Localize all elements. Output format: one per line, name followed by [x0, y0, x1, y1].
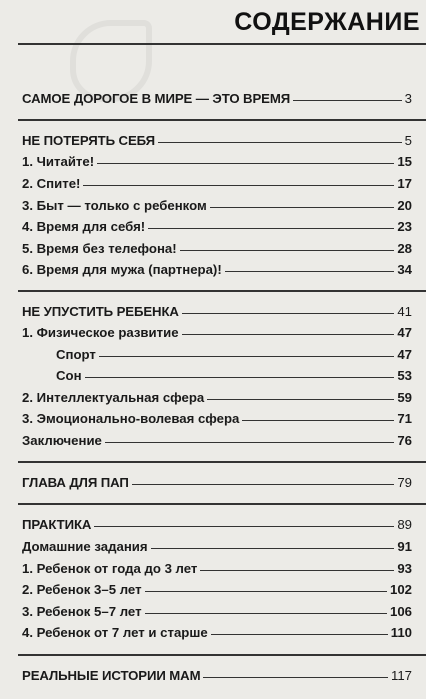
toc-chapter-entry: [22, 91, 412, 107]
toc-entry-label: 2. Интеллектуальная сфера: [22, 390, 205, 405]
toc-entry-label: 6. Время для мужа (партнера)!: [22, 262, 222, 277]
section-divider: [18, 461, 426, 463]
toc-page-number: 41: [397, 304, 412, 319]
toc-leader-line: [145, 591, 387, 592]
toc-leader-line: [242, 420, 394, 421]
toc-chapter-entry: [22, 304, 412, 320]
toc-chapter-entry: [22, 475, 412, 491]
toc-page-number: 5: [404, 133, 412, 148]
toc-entry-label: НЕ ПОТЕРЯТЬ СЕБЯ: [22, 133, 156, 148]
toc-page-number: 20: [397, 198, 412, 213]
page-title: СОДЕРЖАНИЕ: [234, 8, 420, 36]
toc-leader-line: [200, 570, 394, 571]
toc-page-number: 47: [397, 347, 412, 362]
toc-entry-label: 3. Ребенок 5–7 лет: [22, 604, 142, 619]
section-divider: [18, 503, 426, 505]
toc-page-number: 15: [397, 154, 412, 169]
toc-entry: [56, 347, 412, 363]
toc-page-number: 23: [397, 219, 412, 234]
toc-page-number: 17: [397, 176, 412, 191]
section-divider: [18, 654, 426, 656]
toc-leader-line: [83, 185, 394, 186]
toc-page-number: 117: [390, 668, 412, 683]
toc-page-number: 3: [404, 91, 412, 106]
toc-page-number: 28: [397, 241, 412, 256]
toc-leader-line: [210, 207, 395, 208]
toc-leader-line: [148, 228, 394, 229]
toc-entry: [22, 154, 412, 170]
section-divider: [18, 290, 426, 292]
toc-chapter-entry: [22, 668, 412, 684]
toc-leader-line: [151, 548, 395, 549]
toc-entry: [22, 198, 412, 214]
toc-entry-label: Заключение: [22, 433, 102, 448]
toc-entry-label: 3. Быт — только с ребенком: [22, 198, 207, 213]
toc-page-number: 89: [397, 517, 412, 532]
toc-entry-label: 1. Ребенок от года до 3 лет: [22, 561, 198, 576]
toc-page-number: 110: [390, 625, 412, 640]
toc-page-number: 34: [397, 262, 412, 277]
toc-leader-line: [203, 677, 387, 678]
toc-page-number: 106: [389, 604, 412, 619]
toc-entry-label: 4. Время для себя!: [22, 219, 146, 234]
toc-entry-label: 5. Время без телефона!: [22, 241, 177, 256]
toc-entry: [22, 582, 412, 598]
toc-entry-label: ГЛАВА ДЛЯ ПАП: [22, 475, 129, 490]
toc-leader-line: [105, 442, 394, 443]
toc-entry-label: 1. Физическое развитие: [22, 325, 179, 340]
toc-leader-line: [293, 100, 402, 101]
toc-leader-line: [158, 142, 402, 143]
toc-entry-label: ПРАКТИКА: [22, 517, 92, 532]
toc-page-number: 53: [397, 368, 412, 383]
toc-entry: [22, 325, 412, 341]
toc-page-number: 91: [397, 539, 412, 554]
toc-leader-line: [182, 334, 395, 335]
toc-entry-label: Спорт: [56, 347, 96, 362]
toc-entry-label: 3. Эмоционально-волевая сфера: [22, 411, 240, 426]
toc-entry-label: Домашние задания: [22, 539, 148, 554]
toc-leader-line: [211, 634, 388, 635]
section-divider: [18, 119, 426, 121]
toc-entry: [22, 604, 412, 620]
toc-entry: [22, 411, 412, 427]
toc-page-number: 102: [389, 582, 412, 597]
toc-entry: [22, 219, 412, 235]
toc-page-number: 79: [397, 475, 412, 490]
toc-entry: [56, 368, 412, 384]
toc-page-number: 47: [397, 325, 412, 340]
title-rule: [18, 43, 426, 45]
toc-entry: [22, 262, 412, 278]
toc-entry-label: Сон: [56, 368, 82, 383]
toc-leader-line: [97, 163, 394, 164]
toc-page-number: 76: [397, 433, 412, 448]
toc-entry-label: 1. Читайте!: [22, 154, 95, 169]
toc-entry-label: НЕ УПУСТИТЬ РЕБЕНКА: [22, 304, 179, 319]
toc-leader-line: [99, 356, 394, 357]
toc-leader-line: [145, 613, 387, 614]
toc-page-number: 71: [397, 411, 412, 426]
toc-chapter-entry: [22, 133, 412, 149]
toc-leader-line: [182, 313, 394, 314]
toc-leader-line: [207, 399, 394, 400]
toc-entry-label: РЕАЛЬНЫЕ ИСТОРИИ МАМ: [22, 668, 201, 683]
toc-leader-line: [85, 377, 395, 378]
toc-entry-label: 2. Спите!: [22, 176, 81, 191]
toc-entry: [22, 561, 412, 577]
toc-leader-line: [94, 526, 394, 527]
toc-entry-label: 2. Ребенок 3–5 лет: [22, 582, 142, 597]
toc-entry: [22, 390, 412, 406]
toc-leader-line: [132, 484, 395, 485]
toc-entry: [22, 539, 412, 555]
toc-entry-label: САМОЕ ДОРОГОЕ В МИРЕ — ЭТО ВРЕМЯ: [22, 91, 291, 106]
toc-entry: [22, 176, 412, 192]
toc-entry: [22, 625, 412, 641]
toc-leader-line: [225, 271, 395, 272]
toc-page-number: 93: [397, 561, 412, 576]
toc-entry: [22, 241, 412, 257]
toc-leader-line: [180, 250, 395, 251]
bleed-through-mark: [70, 20, 152, 102]
toc-entry: [22, 433, 412, 449]
toc-chapter-entry: [22, 517, 412, 533]
toc-page-number: 59: [397, 390, 412, 405]
toc-entry-label: 4. Ребенок от 7 лет и старше: [22, 625, 208, 640]
